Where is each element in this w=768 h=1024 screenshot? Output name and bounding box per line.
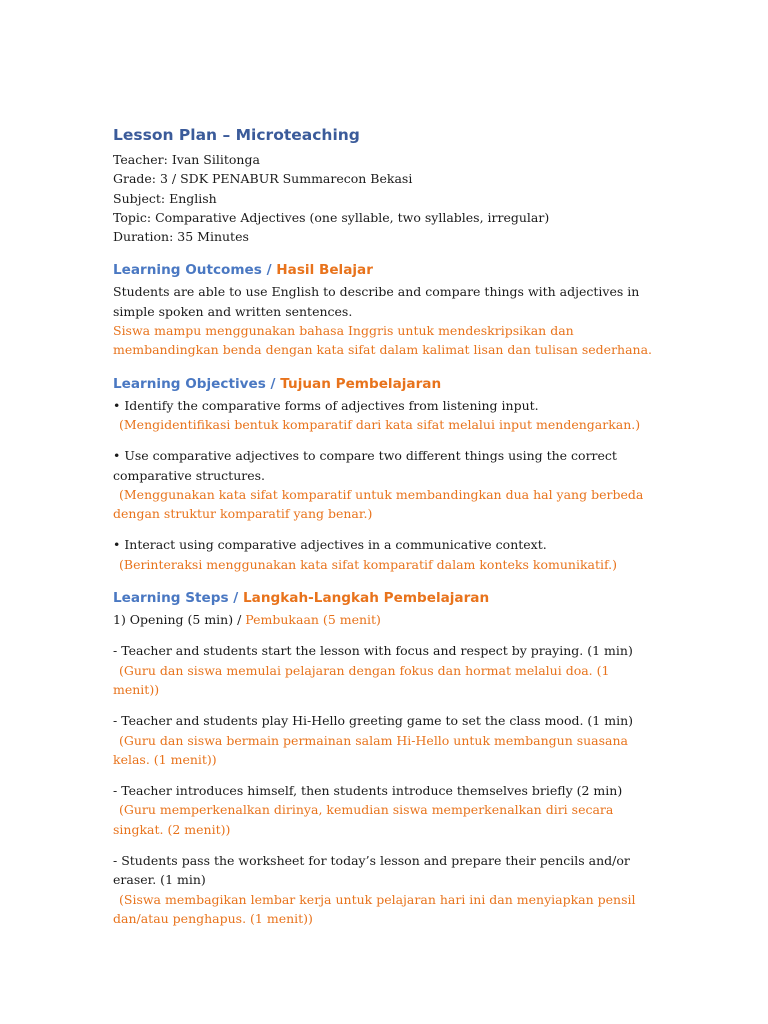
meta-duration: Duration: 35 Minutes xyxy=(113,229,249,245)
opening-en: 1) Opening (5 min) / xyxy=(113,612,242,628)
step-text-id: (Guru memperkenalkan dirinya, kemudian siswa memperkenalkan diri secara singkat. (2 menit)) xyxy=(113,802,614,837)
objective-text-en: • Identify the comparative forms of adjectives from listening input. xyxy=(113,397,539,413)
step-text-en: - Students pass the worksheet for today’s lesson and prepare their pencils and/or eraser. (1 min) xyxy=(113,853,630,888)
document-content xyxy=(113,124,658,928)
step-item xyxy=(113,851,658,928)
objective-text-id: (Menggunakan kata sifat komparatif untuk membandingkan dua hal yang berbeda dengan struktur komparatif yang benar.) xyxy=(113,486,644,522)
step-text-en: - Teacher introduces himself, then students introduce themselves briefly (2 min) xyxy=(113,783,623,799)
objective-text-en: • Interact using comparative adjectives in a communicative context. xyxy=(113,537,547,553)
step-item xyxy=(113,641,658,699)
outcomes-text-id: Siswa mampu menggunakan bahasa Inggris untuk mendeskripsikan dan membandingkan benda dengan kata sifat dalam kalimat lisan dan tulisan sederhana. xyxy=(113,323,653,358)
page-title: Lesson Plan – Microteaching xyxy=(113,126,360,144)
outcomes-heading xyxy=(113,260,658,280)
meta-teacher: Teacher: Ivan Silitonga xyxy=(113,152,260,167)
step-item xyxy=(113,781,658,839)
outcomes-heading-en: Learning Outcomes / xyxy=(113,262,272,279)
step-text-en: - Teacher and students start the lesson with focus and respect by praying. (1 min) xyxy=(113,643,633,659)
steps-heading-id: Langkah-Langkah Pembelajaran xyxy=(243,590,490,607)
opening-id: Pembukaan (5 menit) xyxy=(245,612,381,628)
objective-item xyxy=(113,396,658,435)
objective-item xyxy=(113,446,658,523)
steps-heading xyxy=(113,588,658,608)
meta-grade: Grade: 3 / SDK PENABUR Summarecon Bekasi xyxy=(113,171,413,187)
step-text-id: (Guru dan siswa memulai pelajaran dengan fokus dan hormat melalui doa. (1 menit)) xyxy=(113,662,610,697)
meta-topic: Topic: Comparative Adjectives (one syllable, two syllables, irregular) xyxy=(113,209,550,225)
objectives-heading-id: Tujuan Pembelajaran xyxy=(280,375,442,392)
opening-line xyxy=(113,610,658,629)
step-text-en: - Teacher and students play Hi-Hello greeting game to set the class mood. (1 min) xyxy=(113,713,634,729)
objective-item xyxy=(113,535,658,574)
step-text-id: (Siswa membagikan lembar kerja untuk pelajaran hari ini dan menyiapkan pensil dan/atau penghapus. (1 menit)) xyxy=(113,891,636,926)
steps-heading-en: Learning Steps / xyxy=(113,590,239,607)
lesson-meta xyxy=(113,150,658,246)
objectives-heading xyxy=(113,374,658,394)
meta-subject: Subject: English xyxy=(113,190,217,206)
outcomes-heading-id: Hasil Belajar xyxy=(276,262,373,279)
objectives-heading-en: Learning Objectives / xyxy=(113,375,276,392)
outcomes-text-en: Students are able to use English to describe and compare things with adjectives in simple spoken and written sentences. xyxy=(113,284,640,319)
step-text-id: (Guru dan siswa bermain permainan salam Hi-Hello untuk membangun suasana kelas. (1 menit)) xyxy=(113,732,629,767)
objective-text-en: • Use comparative adjectives to compare two different things using the correct comparative structures. xyxy=(113,448,617,483)
objective-text-id: (Mengidentifikasi bentuk komparatif dari kata sifat melalui input mendengarkan.) xyxy=(119,416,641,432)
objective-text-id: (Berinteraksi menggunakan kata sifat komparatif dalam konteks komunikatif.) xyxy=(119,556,618,572)
step-item xyxy=(113,711,658,769)
